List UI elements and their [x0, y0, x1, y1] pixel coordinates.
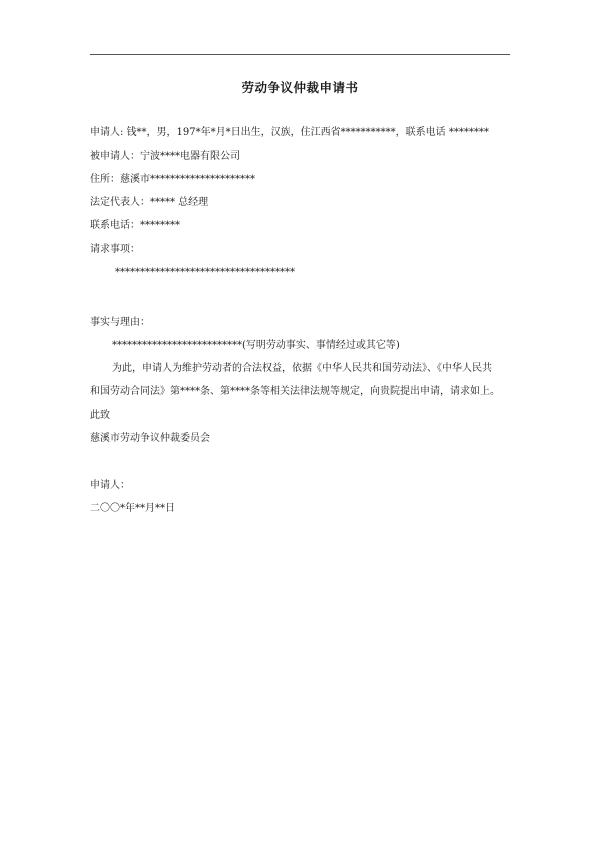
respondent-line: 被申请人：宁波****电器有限公司 — [90, 151, 240, 162]
claims-content: ************************************ — [115, 267, 295, 278]
facts-label: 事实与理由： — [90, 317, 150, 328]
claims-label: 请求事项： — [90, 244, 140, 255]
date-line: 二〇〇*年**月**日 — [90, 503, 175, 514]
top-divider — [90, 54, 510, 55]
document-title: 劳动争议仲裁申请书 — [241, 80, 359, 95]
facts-content: **************************(写明劳动事实、事情经过或其它等) — [112, 340, 400, 351]
legal-representative-line: 法定代表人：***** 总经理 — [90, 197, 209, 208]
body-paragraph-line-1: 为此，申请人为维护劳动者的合法权益，依据《中华人民共和国劳动法》、《中华人民共 — [112, 363, 492, 374]
signature-label: 申请人： — [90, 480, 130, 491]
applicant-line: 申请人: 钱**，男，197*年*月*日出生，汉族，住江西省***********，联系电话 ******** — [90, 127, 489, 138]
body-paragraph-line-2: 和国劳动合同法》第****条、第****条等相关法律法规等规定，向贵院提出申请，请求如上。 — [90, 386, 500, 397]
contact-phone-line: 联系电话：******** — [90, 220, 180, 231]
closing-phrase: 此致 — [90, 410, 110, 421]
recipient: 慈溪市劳动争议仲裁委员会 — [90, 433, 210, 444]
address-line: 住所：慈溪市********************* — [90, 174, 255, 185]
